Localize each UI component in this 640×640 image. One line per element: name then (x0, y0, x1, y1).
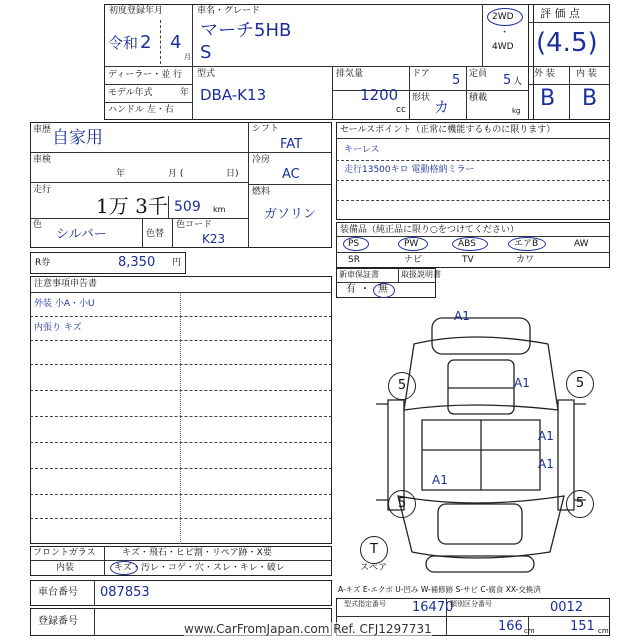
car-name-label: 車名・グレード (197, 6, 261, 16)
capacity-unit: 人 (513, 77, 523, 87)
equip-aw: AW (574, 239, 589, 249)
shape-label: 形状 (412, 93, 431, 103)
car-name: マーチ5HB (200, 20, 292, 41)
chassis-label: 車台番号 (38, 587, 78, 598)
damage-mark-door-right-1: A1 (538, 429, 554, 443)
equip-pw: PW (404, 239, 419, 249)
capacity-label: 定員 (469, 69, 488, 79)
sales-line2: 走行13500キロ 電動格納ミラー (344, 165, 475, 175)
exterior-grade: B (540, 86, 556, 111)
shape-value: カ (434, 98, 450, 116)
payload-unit: kg (512, 107, 521, 115)
watermark: www.CarFromJapan.com Ref. CFJ1297731 (184, 622, 432, 636)
equip-sr: SR (348, 255, 360, 265)
equip-navi: ナビ (404, 255, 423, 265)
mileage-sub: 509 (174, 199, 201, 215)
mileage-label: 走行 (33, 185, 52, 195)
sales-line1: キーレス (344, 145, 380, 155)
color-code-label: 色コード (176, 220, 213, 230)
door-value: 5 (452, 73, 461, 88)
inspection-label: 車検 (33, 155, 52, 165)
equipment-title: 装備品（純正品に限り○をつけてください） (340, 225, 519, 235)
inspection-day: 日) (226, 169, 239, 179)
warranty-label: 新車保証書 (339, 270, 379, 279)
era: 令和 (108, 34, 139, 52)
category-label: 車歴 (33, 125, 52, 135)
mileage-value: 1万 3千 (96, 194, 168, 218)
reg-month: 4 (170, 32, 182, 53)
type-spec-value: 16470 (412, 600, 454, 615)
reg-year: 2 (140, 32, 152, 53)
notes-title: 注意事項申告書 (34, 279, 98, 289)
warranty-yes: 有 (346, 284, 356, 295)
payload-label: 積載 (469, 93, 488, 103)
spare-tire-icon: T (360, 536, 388, 564)
spare-label: スペア (360, 563, 388, 573)
registration-label: 登録番号 (38, 616, 78, 627)
aircon-label: 冷房 (252, 155, 271, 165)
warranty-sep: ・ (360, 284, 370, 295)
interior-grade: B (582, 86, 598, 111)
recycle-box (30, 252, 186, 274)
recycle-unit: 円 (172, 258, 182, 268)
height-value: 151 (570, 619, 595, 634)
category-no-label: 類別区分番号 (450, 600, 492, 608)
wheel-rear-left: 5 (388, 490, 416, 518)
equip-tv: TV (462, 255, 474, 265)
wheel-front-right: 5 (566, 370, 594, 398)
mileage-unit: km (213, 205, 226, 214)
interior-cond-value: キズ・汚レ・コゲ・穴・スレ・キレ・破レ (114, 563, 285, 573)
first-reg-label: 初度登録年月 (109, 6, 164, 16)
chassis-value: 087853 (100, 585, 150, 600)
month-unit: 月 (184, 53, 191, 61)
length-value: 166 (498, 619, 523, 634)
front-glass-value: キズ・飛石・ヒビ割・リペア跡・X要 (122, 548, 272, 558)
damage-mark-hood: A1 (454, 309, 470, 323)
type-value: DBA-K13 (200, 86, 267, 104)
model-year-unit: 年 (180, 88, 190, 98)
color-value: シルバー (56, 227, 107, 242)
front-glass-label: フロントガラス (33, 548, 96, 558)
shift-label: シフト (252, 124, 280, 134)
interior-label: 内 装 (576, 69, 597, 79)
inspection-month: 月 ( (168, 169, 184, 179)
recycle-label: R券 (35, 258, 51, 268)
wheel-front-left: 5 (388, 372, 416, 400)
damage-mark-door-right-2: A1 (538, 457, 554, 471)
damage-mark-front-right: A1 (514, 376, 530, 390)
drive-4wd: 4WD (492, 42, 514, 52)
handle-label: ハンドル 左・右 (108, 105, 174, 115)
displacement-label: 排気量 (336, 69, 364, 79)
type-label: 型式 (197, 69, 216, 79)
aircon-value: AC (282, 167, 300, 182)
score-label: 評 価 点 (540, 7, 580, 20)
dealer-label: ディーラー・並 行 (108, 70, 183, 80)
warranty-no: 無 (378, 284, 388, 295)
model-year-label: モデル年式 (108, 88, 153, 98)
shift-value: FAT (280, 137, 303, 152)
legend: A-キズ E-エクボ U-凹み W-補修跡 S-サビ C-腐食 XX-交換済 (338, 585, 541, 594)
fuel-value: ガソリン (264, 207, 317, 222)
grade: S (200, 42, 212, 63)
equip-ps: PS (348, 239, 360, 249)
score-value: (4.5) (536, 28, 598, 58)
wheel-rear-right: 5 (566, 490, 594, 518)
height-unit: cm (598, 627, 609, 635)
category-no-value: 0012 (550, 600, 584, 615)
damage-mark-rear-left: A1 (432, 473, 448, 487)
drive-2wd: 2WD (492, 12, 514, 22)
notes-line1: 外装 小A・小U (34, 299, 95, 309)
displacement-unit: cc (396, 105, 406, 115)
displacement-value: 1200 (360, 86, 399, 104)
equip-airbag: エアB (514, 239, 539, 249)
sales-title: セールスポイント（正常に機能するものに限ります） (340, 125, 556, 135)
color-label: 色 (33, 220, 43, 230)
exterior-label: 外 装 (534, 69, 555, 79)
capacity-value: 5 (503, 73, 512, 88)
category-value: 自家用 (52, 128, 103, 148)
notes-line2: 内張り キズ (34, 323, 82, 333)
color-code-value: K23 (202, 232, 226, 246)
fuel-label: 燃料 (252, 187, 271, 197)
equip-leather: カワ (516, 255, 535, 265)
manual-label: 取扱説明書 (401, 270, 441, 279)
color-change-label: 色替 (146, 229, 165, 239)
door-label: ドア (412, 69, 430, 79)
recycle-value: 8,350 (118, 255, 156, 270)
length-unit: cm (524, 627, 535, 635)
equip-abs: ABS (458, 239, 476, 249)
drive-sep: ・ (500, 28, 510, 38)
inspection-year: 年 (116, 169, 126, 179)
type-spec-label: 型式指定番号 (344, 600, 386, 608)
interior-cond-label: 内装 (56, 563, 75, 573)
